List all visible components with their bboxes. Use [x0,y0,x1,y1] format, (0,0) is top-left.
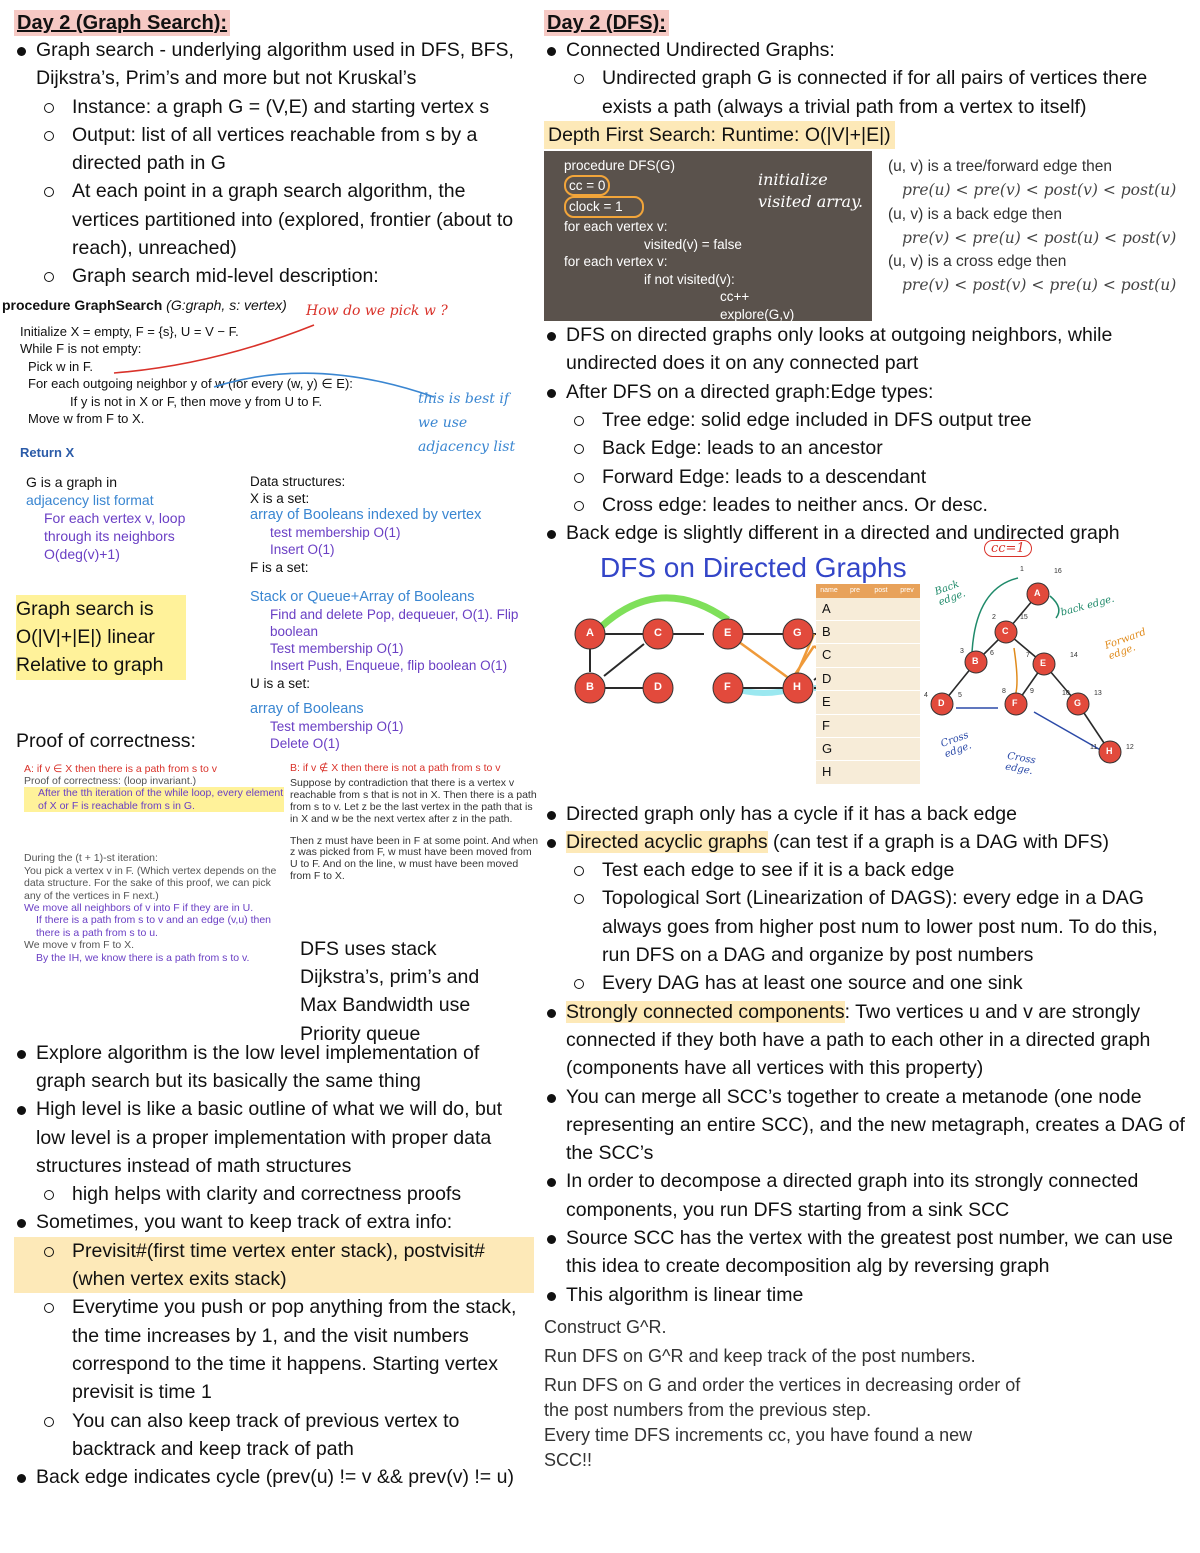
sub-everytime: Everytime you push or pop anything from the stack, the time increases by 1, and the visit numbers correspond to the time it happens. Starting vertex previsit is time 1 [14,1293,534,1406]
code-proc: procedure DFS(G) [564,158,676,174]
cross-note-1: Cross edge. [939,729,974,760]
ds-f-insert: Insert Push, Enqueue, flip boolean O(1) [270,658,508,674]
label-d: D [654,680,662,693]
edge-b-c [604,644,644,676]
code-clock: clock = 1 [564,196,644,218]
gs-line-1: Graph search is [16,597,154,620]
data-structures [14,473,534,591]
label-b: B [586,680,594,693]
sub-connected: Undirected graph G is connected if for all pairs of vertices there exists a path (always a trivial path from a vertex to itself) [544,64,1189,121]
stack-line-1: DFS uses stack [300,937,437,960]
note-adjacency: this is best if we use adjacency list [418,390,516,455]
bullet-edge-types: After DFS on a directed graph:Edge types: [544,378,1189,406]
rule-tree: (u, v) is a tree/forward edge then [888,158,1113,176]
sub-instance: Instance: a graph G = (V,E) and starting vertex s [14,93,534,121]
ds-x-array: array of Booleans indexed by vertex [250,507,482,524]
proof-section [14,761,539,1045]
ds-x-test: test membership O(1) [270,525,401,541]
left-column [2,10,539,1491]
sub-tree-edge: Tree edge: solid edge included in DFS output tree [544,406,1189,434]
right-heading: Day 2 (DFS): [544,10,669,36]
bullet-scc [544,998,1189,1083]
ds-f-stack: Stack or Queue+Array of Booleans [250,588,475,605]
table-row: H [822,764,832,780]
ds-f-test: Test membership O(1) [270,641,404,657]
scc-algorithm [544,1315,1024,1473]
rule-cross: (u, v) is a cross edge then [888,253,1067,271]
proof-then: Then z must have been in F at some point. And when z was picked from F, w must have been moved from U to F. And on the line, w must have been moved from F to X. [290,834,539,883]
code-if: if not visited(v): [644,271,735,287]
sub-topo-sort: Topological Sort (Linearization of DAGS): every edge in a DAG always goes from higher post num to lower post num. To do this, run DFS on a DAG and organize by post numbers [544,884,1189,969]
bullet-metanode: You can merge all SCC’s together to create a metanode (one node representing an entire SCC), and the new metagraph, creates a DAG of the SCC’s [544,1083,1189,1168]
proof-a: A: if v ∈ X then there is a path from s to v [24,762,217,775]
ds-adj-list: adjacency list format [26,491,154,508]
code-ccpp: cc++ [720,289,750,305]
label-g: G [793,626,802,639]
label-c: C [654,626,662,639]
table-row: B [816,621,920,644]
ds-f-find: Find and delete Pop, dequeuer, O(1). Flip boolean [270,606,519,640]
sub-partition: At each point in a graph search algorithm, the vertices partitioned into (explored, frontier (about to reach), unreached) [14,177,534,262]
label-h: H [793,680,801,693]
bullet-explore: Explore algorithm is the low level implementation of graph search but its basically the same thing [14,1039,534,1096]
code-visited: visited(v) = false [644,236,742,252]
sub-backtrack: You can also keep track of previous vertex to backtrack and keep track of path [14,1407,534,1464]
proof-move-v: We move v from F to X. [24,939,135,952]
bullet-cycle: Directed graph only has a cycle if it has a back edge [544,800,1189,828]
stack-line-3: Max Bandwidth use [300,994,471,1017]
ds-u: U is a set: [250,675,311,691]
stack-note [300,935,479,1048]
ds-u-test: Test membership O(1) [270,718,404,734]
table-row: G [816,738,920,761]
code-foreach-1: for each vertex v: [564,218,668,234]
edge-rules [888,155,1188,298]
arrow-red [114,325,314,373]
dfs-figure [544,149,1189,321]
note-initialize: initialize visited array. [758,170,864,212]
cc-label: cc=1 [984,540,1032,557]
sub-test-edge: Test each edge to see if it is a back edge [544,856,1189,884]
bullet-connected: Connected Undirected Graphs: [544,36,1189,64]
ds-deg: O(deg(v)+1) [44,545,120,562]
label-e: E [724,626,732,639]
proof-pick: You pick a vertex v in F. (Which vertex depends on the data structure. For the sake of this proof, we can pick any of the vertices in F next.) [24,864,277,902]
gs-line-2: O(|V|+|E|) linear [16,625,155,648]
sub-high-clarity: high helps with clarity and correctness proofs [14,1180,534,1208]
ds-x: X is a set: [250,490,310,506]
rule-cross-ineq: pre(v) < post(v) < pre(u) < post(u) [902,276,1177,295]
code-foreach-2: for each vertex v: [564,254,668,270]
proof-loop: Proof of correctness: (loop invariant.) [24,775,197,788]
bullet-back-diff: Back edge is slightly different in a directed and undirected graph [544,519,1189,547]
right-column [544,10,1189,1473]
back-edge-note-2: back edge. [1059,593,1116,619]
procedure-args: (G:graph, s: vertex) [166,296,287,313]
stack-line-4: Priority queue [300,1022,421,1045]
sub-forward-edge: Forward Edge: leads to a descendant [544,463,1189,491]
rule-back: (u, v) is a back edge then [888,205,1063,223]
sub-output: Output: list of all vertices reachable from s by a directed path in G [14,121,534,178]
graph-search-linear [16,595,186,680]
algo-run-gr: Run DFS on G^R and keep track of the post numbers. [544,1345,976,1366]
bullet-dag [544,828,1189,856]
proc-line-foreach: For each outgoing neighbor y of w (for every (w, y) ∈ E): [28,376,353,392]
dag-rest: (can test if a graph is a DAG with DFS) [767,830,1109,853]
graph-search-procedure [2,295,534,473]
note-pick-w: How do we pick w ? [306,302,448,319]
ds-title: Data structures: [250,473,346,489]
label-a: A [586,626,594,639]
fig-title: DFS on Directed Graphs [600,551,907,583]
ds-f: F is a set: [250,559,309,575]
rule-back-ineq: pre(v) < pre(u) < post(u) < post(v) [902,228,1177,247]
sub-previsit: Previsit#(first time vertex enter stack), postvisit#(when vertex exits stack) [14,1237,534,1294]
sub-mid-level: Graph search mid-level description: [14,262,534,290]
dfs-table [816,584,920,784]
code-cc: cc = 0 [564,175,610,197]
proof-b: B: if v ∉ X then there is not a path from s to v [290,761,501,774]
back-edge-note-1: Back edge. [933,578,968,608]
table-header: name pre post prev [816,584,920,598]
bullet-graph-search: Graph search - underlying algorithm used in DFS, BFS, Dijkstra’s, Prim’s and more but not Kruskal’s [14,36,534,93]
algo-run-g: Run DFS on G and order the vertices in decreasing order of the post numbers from the previous step. [544,1374,1021,1420]
rule-tree-ineq: pre(u) < pre(v) < post(v) < post(u) [902,180,1177,199]
bullet-decompose: In order to decompose a directed graph into its strongly connected components, you run DFS starting from a sink SCC [544,1167,1189,1224]
bullet-sometimes: Sometimes, you want to keep track of extra info: [14,1208,534,1236]
procedure-title: procedure GraphSearch [2,296,163,313]
proc-line-while: While F is not empty: [20,341,142,357]
proc-annotations [14,295,534,473]
bullet-dfs-directed: DFS on directed graphs only looks at outgoing neighbors, while undirected does it on any connected part [544,321,1189,378]
table-row: F [816,715,920,738]
ds-x-insert: Insert O(1) [270,542,335,558]
scc-highlight: Strongly connected components [566,1000,845,1023]
stack-line-2: Dijkstra’s, prim’s and [300,965,480,988]
code-explore: explore(G,v) [720,306,795,322]
dfs-directed-figure: DFS on Directed Graphs A B C D E F G H name pre post prev A B C D E F G H A C B E D F G H cc=1 Back edge. back edge. Forward edge. Cross edge. Cross edge. 1 16 2 15 3 6 7 14 4 5 8 9 10 13 11 12 [544,548,1189,800]
ds-u-array: array of Booleans [250,700,364,717]
forward-note: Forward edge. [1103,626,1148,662]
ds-foreach: For each vertex v, loop through its neighbors [44,509,186,544]
back-edge-right [1050,596,1059,618]
proc-line-return: Return X [20,444,75,460]
proof-title: Proof of correctness: [16,729,196,752]
scc-rest: : Two vertices u and v are strongly connected if they both have a path to each other in a directed graph (components have all vertices with this property) [566,1000,1151,1080]
gs-line-3: Relative to graph [16,654,164,677]
sub-cross-edge: Cross edge: leades to neither ancs. Or desc. [544,491,1189,519]
bullet-high-level: High level is like a basic outline of what we will do, but low level is a proper implementation with proper data structures instead of math structures [14,1095,534,1180]
proof-move-neighbors: We move all neighbors of v into F if they are in U. [24,901,254,914]
table-row: D [816,668,920,691]
sub-source-sink: Every DAG has at least one source and one sink [544,969,1189,997]
dfs-runtime: Depth First Search: Runtime: O(|V|+|E|) [544,121,895,149]
ds-u-delete: Delete O(1) [270,736,340,752]
proc-line-pick: Pick w in F. [28,358,94,374]
ds-graph-in: G is a graph in [26,473,118,490]
arrow-blue [214,373,434,397]
proof-contradiction: Suppose by contradiction that there is a vertex v reachable from s that is not in X. Then there is a path from s to v. Let z be the last vertex in the path that is in X and w be the next vertex after z in the path. [290,777,537,825]
sub-back-edge: Back Edge: leads to an ancestor [544,434,1189,462]
proc-line-if: If y is not in X or F, then move y from U to F. [70,393,323,409]
bullet-linear: This algorithm is linear time [544,1281,1189,1309]
table-row: E [816,691,920,714]
bullet-back-edge-cycle: Back edge indicates cycle (prev(u) != v && prev(v) != u) [14,1463,534,1491]
table-row: C [816,644,920,667]
proof-during: During the (t + 1)-st iteration: [24,852,158,865]
left-heading: Day 2 (Graph Search): [14,10,230,36]
proc-line-move: Move w from F to X. [28,411,145,427]
dag-highlight: Directed acyclic graphs [566,830,768,853]
bullet-source-scc: Source SCC has the vertex with the greatest post number, we can use this idea to create decomposition alg by reversing graph [544,1224,1189,1281]
proof-path: If there is a path from s to v and an edge (v,u) then there is a path from s to u. [36,914,272,939]
forward-edge [1014,648,1017,698]
table-row: A [816,598,920,621]
label-f: F [724,680,731,693]
proc-line-init: Initialize X = empty, F = {s}, U = V − F. [20,323,239,339]
algo-cc: Every time DFS increments cc, you have found a new SCC!! [544,1424,973,1470]
cross-note-2: Cross edge. [1004,750,1037,777]
proof-ih: By the IH, we know there is a path from s to v. [36,951,250,964]
proof-after: After the tth iteration of the while loop, every element of X or F is reachable from s in G. [24,787,284,812]
algo-construct: Construct G^R. [544,1316,667,1337]
